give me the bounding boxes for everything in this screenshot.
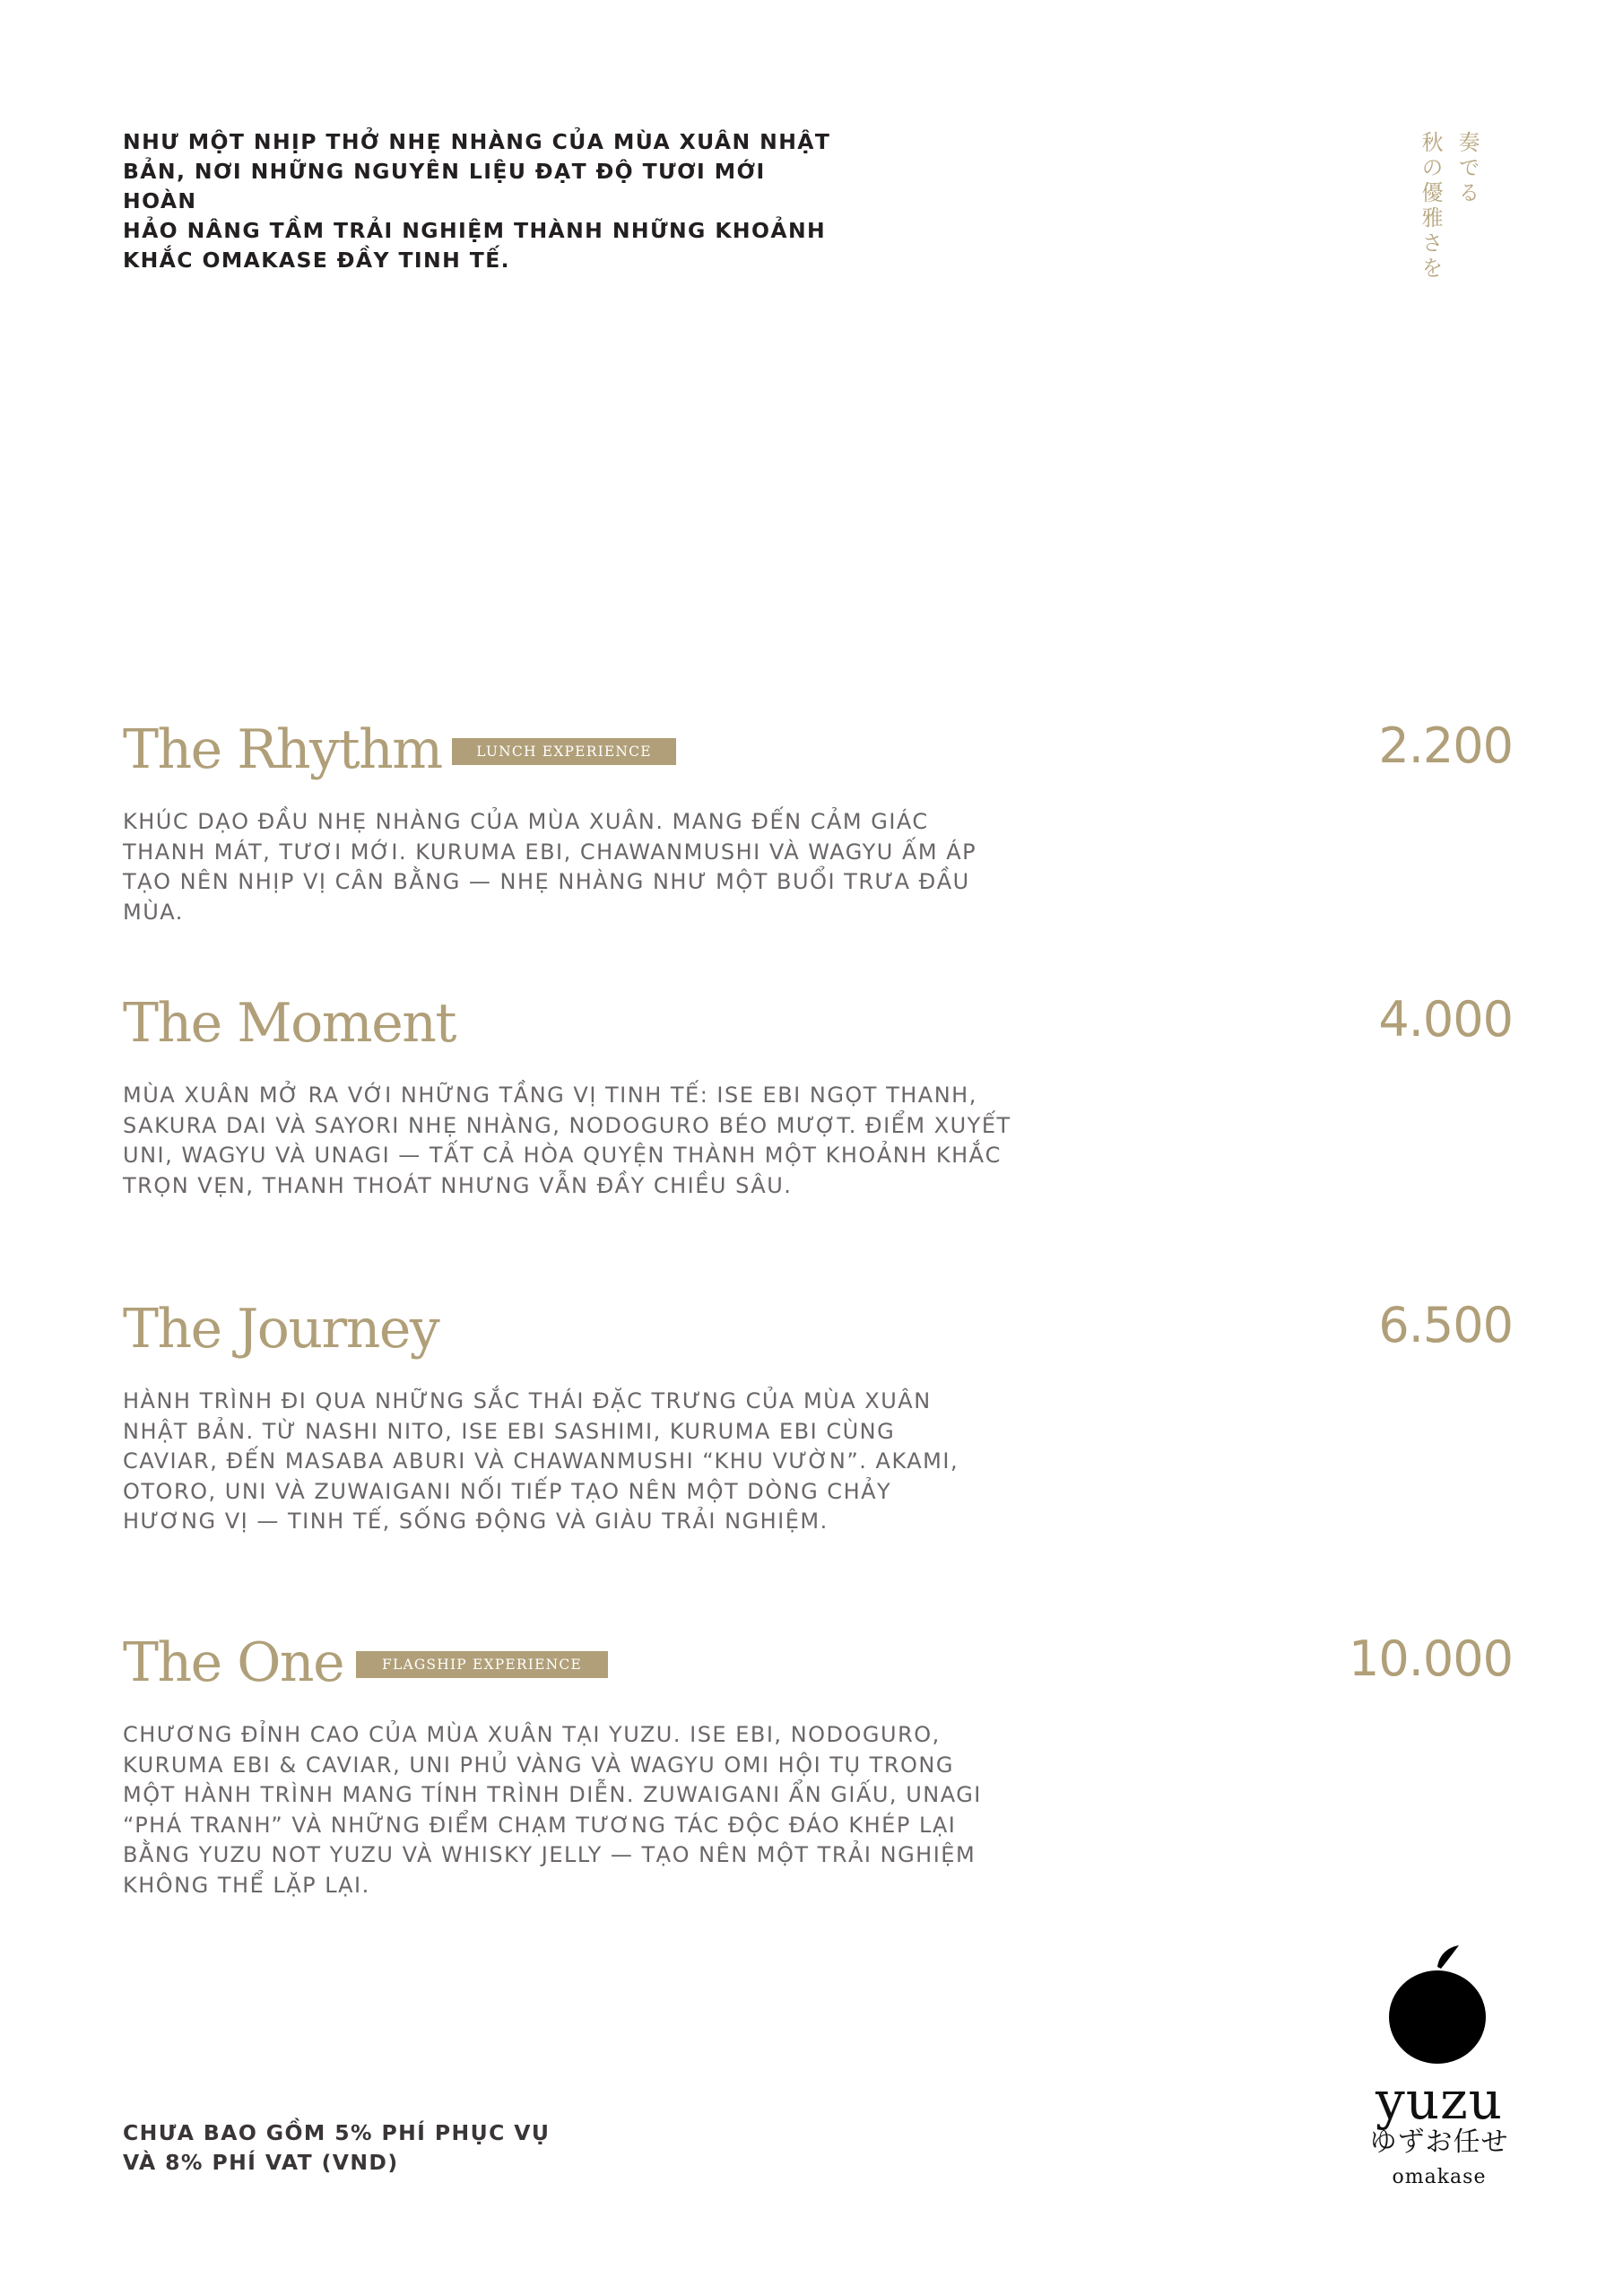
description-line: OTORO, UNI VÀ ZUWAIGANI NỐI TIẾP TẠO NÊN MỘT DÒNG CHẢY: [123, 1478, 892, 1504]
description-line: CHƯƠNG ĐỈNH CAO CỦA MÙA XUÂN TẠI YUZU. ISE EBI, NODOGURO,: [123, 1722, 941, 1747]
logo-japanese: ゆずお任せ: [1369, 2126, 1509, 2158]
description-line: HÀNH TRÌNH ĐI QUA NHỮNG SẮC THÁI ĐẶC TRƯNG CỦA MÙA XUÂN: [123, 1388, 932, 1413]
price-footnote: [123, 2118, 661, 2178]
description-line: KURUMA EBI & CAVIAR, UNI PHỦ VÀNG VÀ WAGYU OMI HỘI TỤ TRONG: [123, 1752, 954, 1778]
menu-item-tag: FLAGSHIP EXPERIENCE: [356, 1651, 608, 1678]
vertical-text-column-2: 秋の優雅さを: [1418, 131, 1443, 282]
intro-line: KHẮC OMAKASE ĐẦY TINH TẾ.: [123, 248, 510, 273]
menu-item-title: The Rhythm: [123, 718, 442, 781]
description-line: SAKURA DAI VÀ SAYORI NHẸ NHÀNG, NODOGURO BÉO MƯỢT. ĐIỂM XUYẾT: [123, 1112, 1011, 1138]
menu-item-the-one: [123, 1631, 1513, 1898]
description-line: UNI, WAGYU VÀ UNAGI — TẤT CẢ HÒA QUYỆN THÀNH MỘT KHOẢNH KHẮC: [123, 1143, 1002, 1168]
menu-item-price: 6.500: [1378, 1297, 1513, 1353]
description-line: TẠO NÊN NHỊP VỊ CÂN BẰNG — NHẸ NHÀNG NHƯ MỘT BUỔI TRƯA ĐẦU MÙA.: [123, 869, 970, 925]
menu-item-description: [123, 1720, 1020, 1900]
description-line: KHÚC DẠO ĐẦU NHẸ NHÀNG CỦA MÙA XUÂN. MANG ĐẾN CẢM GIÁC: [123, 809, 929, 834]
menu-item-description: [123, 1081, 1020, 1201]
description-line: TRỌN VẸN, THANH THOÁT NHƯNG VẪN ĐẦY CHIỀU SÂU.: [123, 1172, 793, 1198]
vertical-japanese-text: [1415, 131, 1483, 282]
vertical-text-column-1: 奏でる: [1454, 131, 1480, 206]
yuzu-fruit-icon: [1385, 1942, 1493, 2067]
yuzu-logo: [1345, 1942, 1533, 2193]
logo-subtitle: omakase: [1392, 2166, 1487, 2188]
description-line: NHẬT BẢN. TỪ NASHI NITO, ISE EBI SASHIMI, KURUMA EBI CÙNG: [123, 1418, 896, 1444]
menu-item-title: The Journey: [123, 1298, 439, 1361]
description-line: CAVIAR, ĐẾN MASABA ABURI VÀ CHAWANMUSHI “KHU VƯỜN”. AKAMI,: [123, 1448, 959, 1474]
footnote-line: VÀ 8% PHÍ VAT (VND): [123, 2150, 399, 2175]
menu-item-tag: LUNCH EXPERIENCE: [452, 738, 676, 765]
menu-item-price: 10.000: [1349, 1631, 1513, 1687]
intro-line: NHƯ MỘT NHỊP THỞ NHẸ NHÀNG CỦA MÙA XUÂN NHẬT: [123, 129, 831, 154]
menu-item-title: The Moment: [123, 992, 456, 1055]
menu-item-price: 4.000: [1378, 991, 1513, 1048]
menu-item-description: [123, 1387, 1020, 1537]
footnote-line: CHƯA BAO GỒM 5% PHÍ PHỤC VỤ: [123, 2120, 551, 2145]
menu-item-the-moment: [123, 991, 1513, 1198]
menu-item-the-journey: [123, 1297, 1513, 1534]
description-line: MÙA XUÂN MỞ RA VỚI NHỮNG TẦNG VỊ TINH TẾ: ISE EBI NGỌT THANH,: [123, 1083, 977, 1108]
intro-line: BẢN, NƠI NHỮNG NGUYÊN LIỆU ĐẠT ĐỘ TƯƠI MỚI HOÀN: [123, 159, 766, 213]
description-line: “PHÁ TRANH” VÀ NHỮNG ĐIỂM CHẠM TƯƠNG TÁC ĐỘC ĐÁO KHÉP LẠI: [123, 1812, 957, 1838]
menu-item-title: The One: [123, 1631, 344, 1694]
intro-paragraph: [123, 127, 831, 275]
description-line: MỘT HÀNH TRÌNH MANG TÍNH TRÌNH DIỄN. ZUWAIGANI ẨN GIẤU, UNAGI: [123, 1782, 982, 1807]
menu-item-price: 2.200: [1378, 718, 1513, 774]
description-line: THANH MÁT, TƯƠI MỚI. KURUMA EBI, CHAWANMUSHI VÀ WAGYU ẤM ÁP: [123, 839, 977, 865]
intro-line: HẢO NÂNG TẦM TRẢI NGHIỆM THÀNH NHỮNG KHOẢNH: [123, 218, 827, 243]
description-line: HƯƠNG VỊ — TINH TẾ, SỐNG ĐỘNG VÀ GIÀU TRẢI NGHIỆM.: [123, 1509, 829, 1534]
description-line: KHÔNG THỂ LẶP LẠI.: [123, 1872, 370, 1898]
menu-item-description: [123, 807, 1020, 927]
menu-item-the-rhythm: [123, 718, 1513, 925]
description-line: BẰNG YUZU NOT YUZU VÀ WHISKY JELLY — TẠO NÊN MỘT TRẢI NGHIỆM: [123, 1842, 976, 1867]
logo-wordmark: yuzu: [1375, 2070, 1504, 2131]
